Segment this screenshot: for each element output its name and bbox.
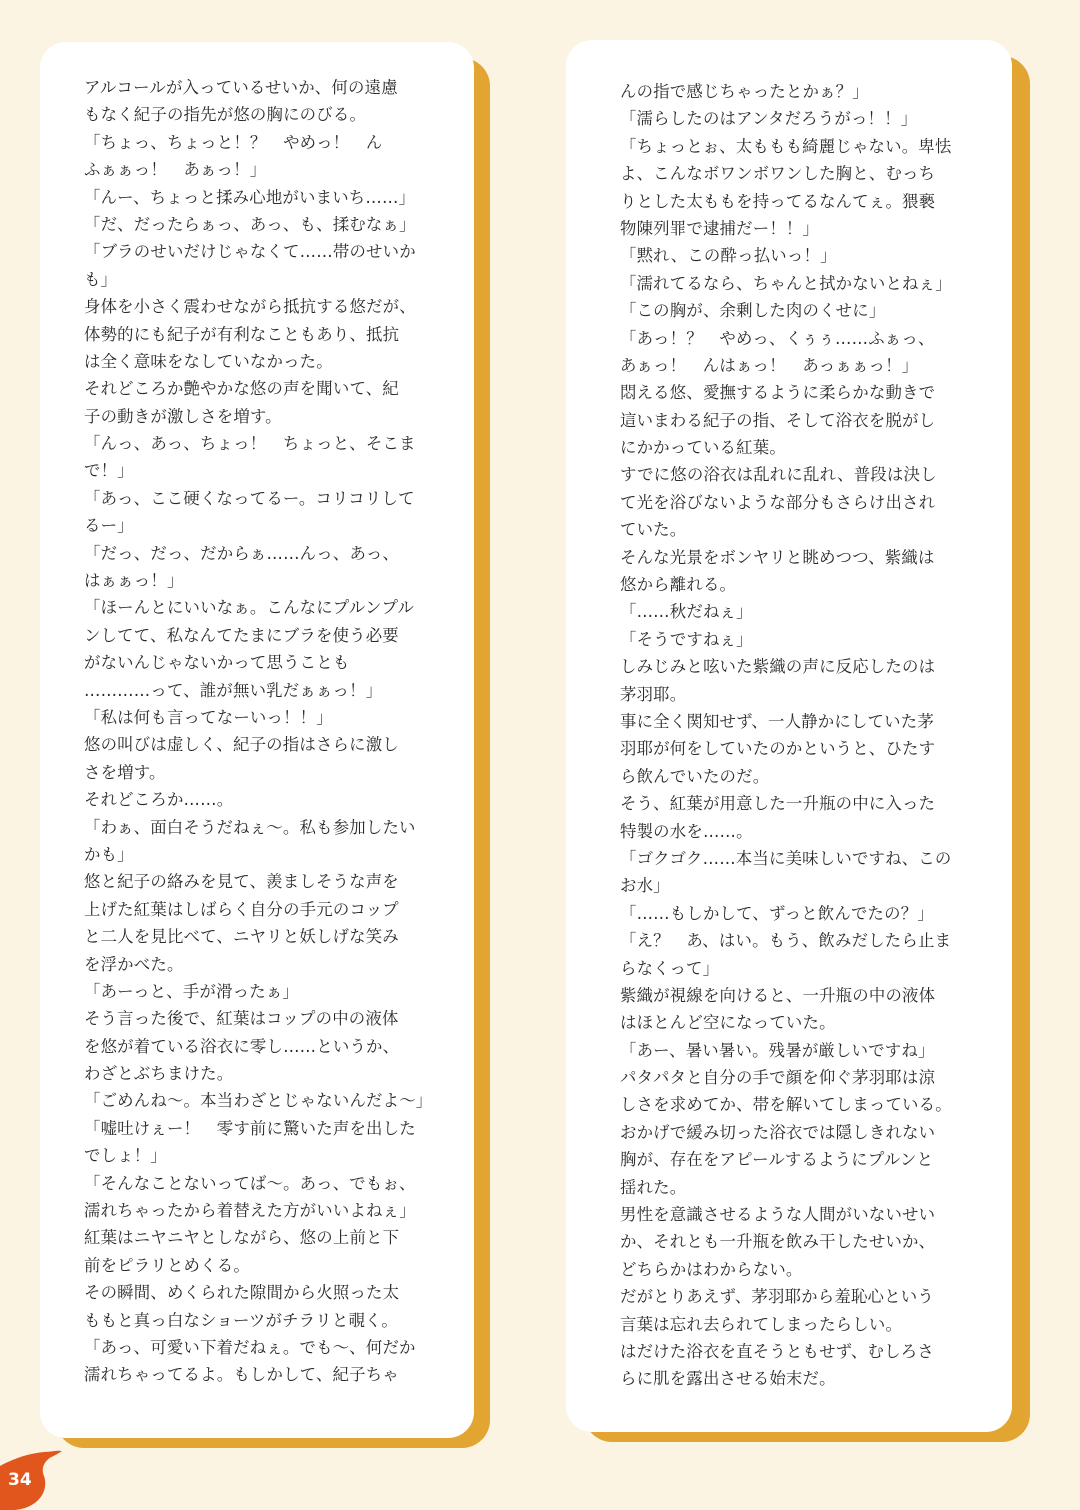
- text-line: 「ほーんとにいいなぁ。こんなにプルンプル: [84, 598, 415, 618]
- text-line: らなくって」: [620, 958, 720, 978]
- text-line: あぁっ！ んはぁっ！ あっぁぁっ！」: [620, 355, 919, 375]
- text-line: 紅葉はニヤニヤとしながら、悠の上前と下: [84, 1228, 400, 1248]
- text-line: らに肌を露出させる始末だ。: [620, 1369, 836, 1389]
- text-line: だがとりあえず、茅羽耶から羞恥心という: [620, 1287, 934, 1307]
- text-line: 揺れた。: [620, 1177, 687, 1197]
- text-line: 這いまわる紀子の指、そして浴衣を脱がし: [620, 410, 936, 430]
- text-line: どちらかはわからない。: [620, 1259, 803, 1279]
- text-line: 「黙れ、この酔っ払いっ！」: [620, 246, 837, 266]
- text-line: 悠と紀子の絡みを見て、羨ましそうな声を: [84, 872, 399, 892]
- text-line: すでに悠の浴衣は乱れに乱れ、普段は決し: [620, 465, 937, 485]
- text-line: るー」: [84, 516, 134, 536]
- text-line: 「ごめんね〜。本当わざとじゃないんだよ〜」: [84, 1091, 433, 1111]
- text-line: 「そうですねぇ」: [620, 629, 753, 649]
- text-line: 「あっ、ここ硬くなってるー。コリコリして: [84, 488, 415, 508]
- text-line: ンしてて、私なんてたまにブラを使う必要: [84, 625, 399, 645]
- text-line: 「んっ、あっ、ちょっ！ ちょっと、そこま: [84, 434, 416, 454]
- text-line: りとした太ももを持ってるなんてぇ。猥褻: [620, 191, 936, 211]
- text-line: で！」: [84, 461, 134, 481]
- text-line: お水」: [620, 876, 670, 896]
- text-line: …………って、誰が無い乳だぁぁっ！」: [84, 680, 383, 700]
- text-line: ももと真っ白なショーツがチラリと覗く。: [84, 1310, 398, 1330]
- left-text-column: [84, 74, 432, 1389]
- text-line: 物陳列罪で逮捕だー！！」: [620, 218, 820, 238]
- text-line: と二人を見比べて、ニヤリと妖しげな笑み: [84, 927, 399, 947]
- text-line: を悠が着ている浴衣に零し……というか、: [84, 1036, 400, 1056]
- text-line: 男性を意識させるような人間がいないせい: [620, 1205, 936, 1225]
- text-line: 「あっ！？ やめっ、くぅぅ……ふぁっ、: [620, 328, 935, 348]
- text-line: 身体を小さく震わせながら抵抗する悠だが、: [84, 297, 416, 317]
- text-line: 「わぁ、面白そうだねぇ〜。私も参加したい: [84, 817, 416, 837]
- text-line: パタパタと自分の手で顔を仰ぐ茅羽耶は涼: [620, 1068, 936, 1088]
- text-line: 「あっ、可愛い下着だねぇ。でも〜、何だか: [84, 1337, 416, 1357]
- text-line: 「そんなことないってば〜。あっ、でもぉ、: [84, 1173, 416, 1193]
- text-line: を浮かべた。: [84, 954, 184, 974]
- text-line: わざとぶちまけた。: [84, 1064, 234, 1084]
- text-line: 「濡れてるなら、ちゃんと拭かないとねぇ」: [620, 273, 952, 293]
- text-line: さを増す。: [84, 762, 166, 782]
- text-line: 「この胸が、余剰した肉のくせに」: [620, 301, 886, 321]
- text-line: 「だ、だったらぁっ、あっ、も、揉むなぁ」: [84, 214, 416, 234]
- text-line: 濡れちゃったから着替えた方がいいよねぇ」: [84, 1201, 416, 1221]
- text-line: もなく紀子の指先が悠の胸にのびる。: [84, 105, 367, 125]
- text-line: はだけた浴衣を直そうともせず、むしろさ: [620, 1341, 934, 1361]
- right-text-column: [620, 78, 952, 1393]
- text-line: 「ちょっ、ちょっと！？ やめっ！ ん: [84, 132, 383, 152]
- text-line: 「ブラのせいだけじゃなくて……帯のせいか: [84, 242, 416, 262]
- text-line: 「ちょっとぉ、太ももも綺麗じゃない。卑怯: [620, 136, 952, 156]
- text-line: それどころか……。: [84, 790, 234, 810]
- text-line: 「ゴクゴク……本当に美味しいですね、この: [620, 848, 952, 868]
- text-line: そう言った後で、紅葉はコップの中の液体: [84, 1009, 399, 1029]
- text-line: ふぁぁっ！ あぁっ！」: [84, 160, 267, 180]
- text-line: も」: [84, 269, 118, 289]
- text-line: 「濡らしたのはアンタだろうがっ！！」: [620, 109, 918, 129]
- text-line: がないんじゃないかって思うことも: [84, 653, 350, 673]
- text-line: はぁぁっ！」: [84, 571, 184, 591]
- text-line: よ、こんなボワンボワンした胸と、むっち: [620, 164, 936, 184]
- text-line: 胸が、存在をアピールするようにプルンと: [620, 1150, 934, 1170]
- text-line: 「え？ あ、はい。もう、飲みだしたら止ま: [620, 931, 952, 951]
- text-line: 「……もしかして、ずっと飲んでたの？」: [620, 903, 934, 923]
- text-line: 悠の叫びは虚しく、紀子の指はさらに激し: [84, 735, 399, 755]
- text-line: 「嘘吐けぇー！ 零す前に驚いた声を出した: [84, 1118, 416, 1138]
- text-line: アルコールが入っているせいか、何の遠慮: [84, 78, 398, 97]
- text-line: 前をピラリとめくる。: [84, 1255, 250, 1275]
- text-line: しみじみと呟いた紫織の声に反応したのは: [620, 657, 936, 677]
- text-line: は全く意味をなしていなかった。: [84, 351, 333, 371]
- text-line: はほとんど空になっていた。: [620, 1013, 836, 1033]
- text-line: 「んー、ちょっと揉み心地がいまいち……」: [84, 187, 416, 207]
- text-line: 「だっ、だっ、だからぁ……んっ、あっ、: [84, 543, 400, 563]
- text-line: その瞬間、めくられた隙間から火照った太: [84, 1283, 400, 1303]
- text-line: 羽耶が何をしていたのかというと、ひたす: [620, 739, 936, 759]
- text-line: そんな光景をボンヤリと眺めつつ、紫織は: [620, 547, 935, 567]
- text-line: か、それとも一升瓶を飲み干したせいか、: [620, 1232, 936, 1252]
- text-line: しさを求めてか、帯を解いてしまっている。: [620, 1095, 952, 1115]
- text-line: 悠から離れる。: [620, 575, 737, 595]
- text-line: それどころか艶やかな悠の声を聞いて、紀: [84, 379, 399, 399]
- text-line: 悶える悠、愛撫するように柔らかな動きで: [620, 383, 936, 403]
- text-line: そう、紅葉が用意した一升瓶の中に入った: [620, 794, 936, 814]
- text-line: 濡れちゃってるよ。もしかして、紀子ちゃ: [84, 1365, 399, 1385]
- text-line: 言葉は忘れ去られてしまったらしい。: [620, 1314, 903, 1334]
- text-line: おかげで緩み切った浴衣では隠しきれない: [620, 1122, 936, 1142]
- text-line: 「あーっと、手が滑ったぁ」: [84, 981, 300, 1001]
- page-number: 34: [8, 1470, 32, 1490]
- text-line: 事に全く関知せず、一人静かにしていた茅: [620, 711, 934, 731]
- text-line: でしょ！」: [84, 1146, 167, 1166]
- text-line: 「あー、暑い暑い。残暑が厳しいですね」: [620, 1040, 935, 1060]
- text-line: かも」: [84, 844, 134, 864]
- text-line: ていた。: [620, 520, 687, 540]
- text-line: 「私は何も言ってなーいっ！！」: [84, 707, 333, 727]
- text-line: 特製の水を……。: [620, 821, 753, 841]
- text-line: 「……秋だねぇ」: [620, 602, 753, 622]
- text-line: 茅羽耶。: [620, 684, 687, 704]
- text-line: にかかっている紅葉。: [620, 438, 786, 458]
- text-line: んの指で感じちゃったとかぁ？」: [620, 82, 869, 101]
- text-line: 体勢的にも紀子が有利なこともあり、抵抗: [84, 324, 400, 344]
- text-line: 紫織が視線を向けると、一升瓶の中の液体: [620, 985, 936, 1005]
- text-line: て光を浴びないような部分もさらけ出され: [620, 492, 936, 512]
- text-line: ら飲んでいたのだ。: [620, 766, 770, 786]
- text-line: 上げた紅葉はしばらく自分の手元のコップ: [84, 899, 399, 919]
- text-line: 子の動きが激しさを増す。: [84, 406, 282, 426]
